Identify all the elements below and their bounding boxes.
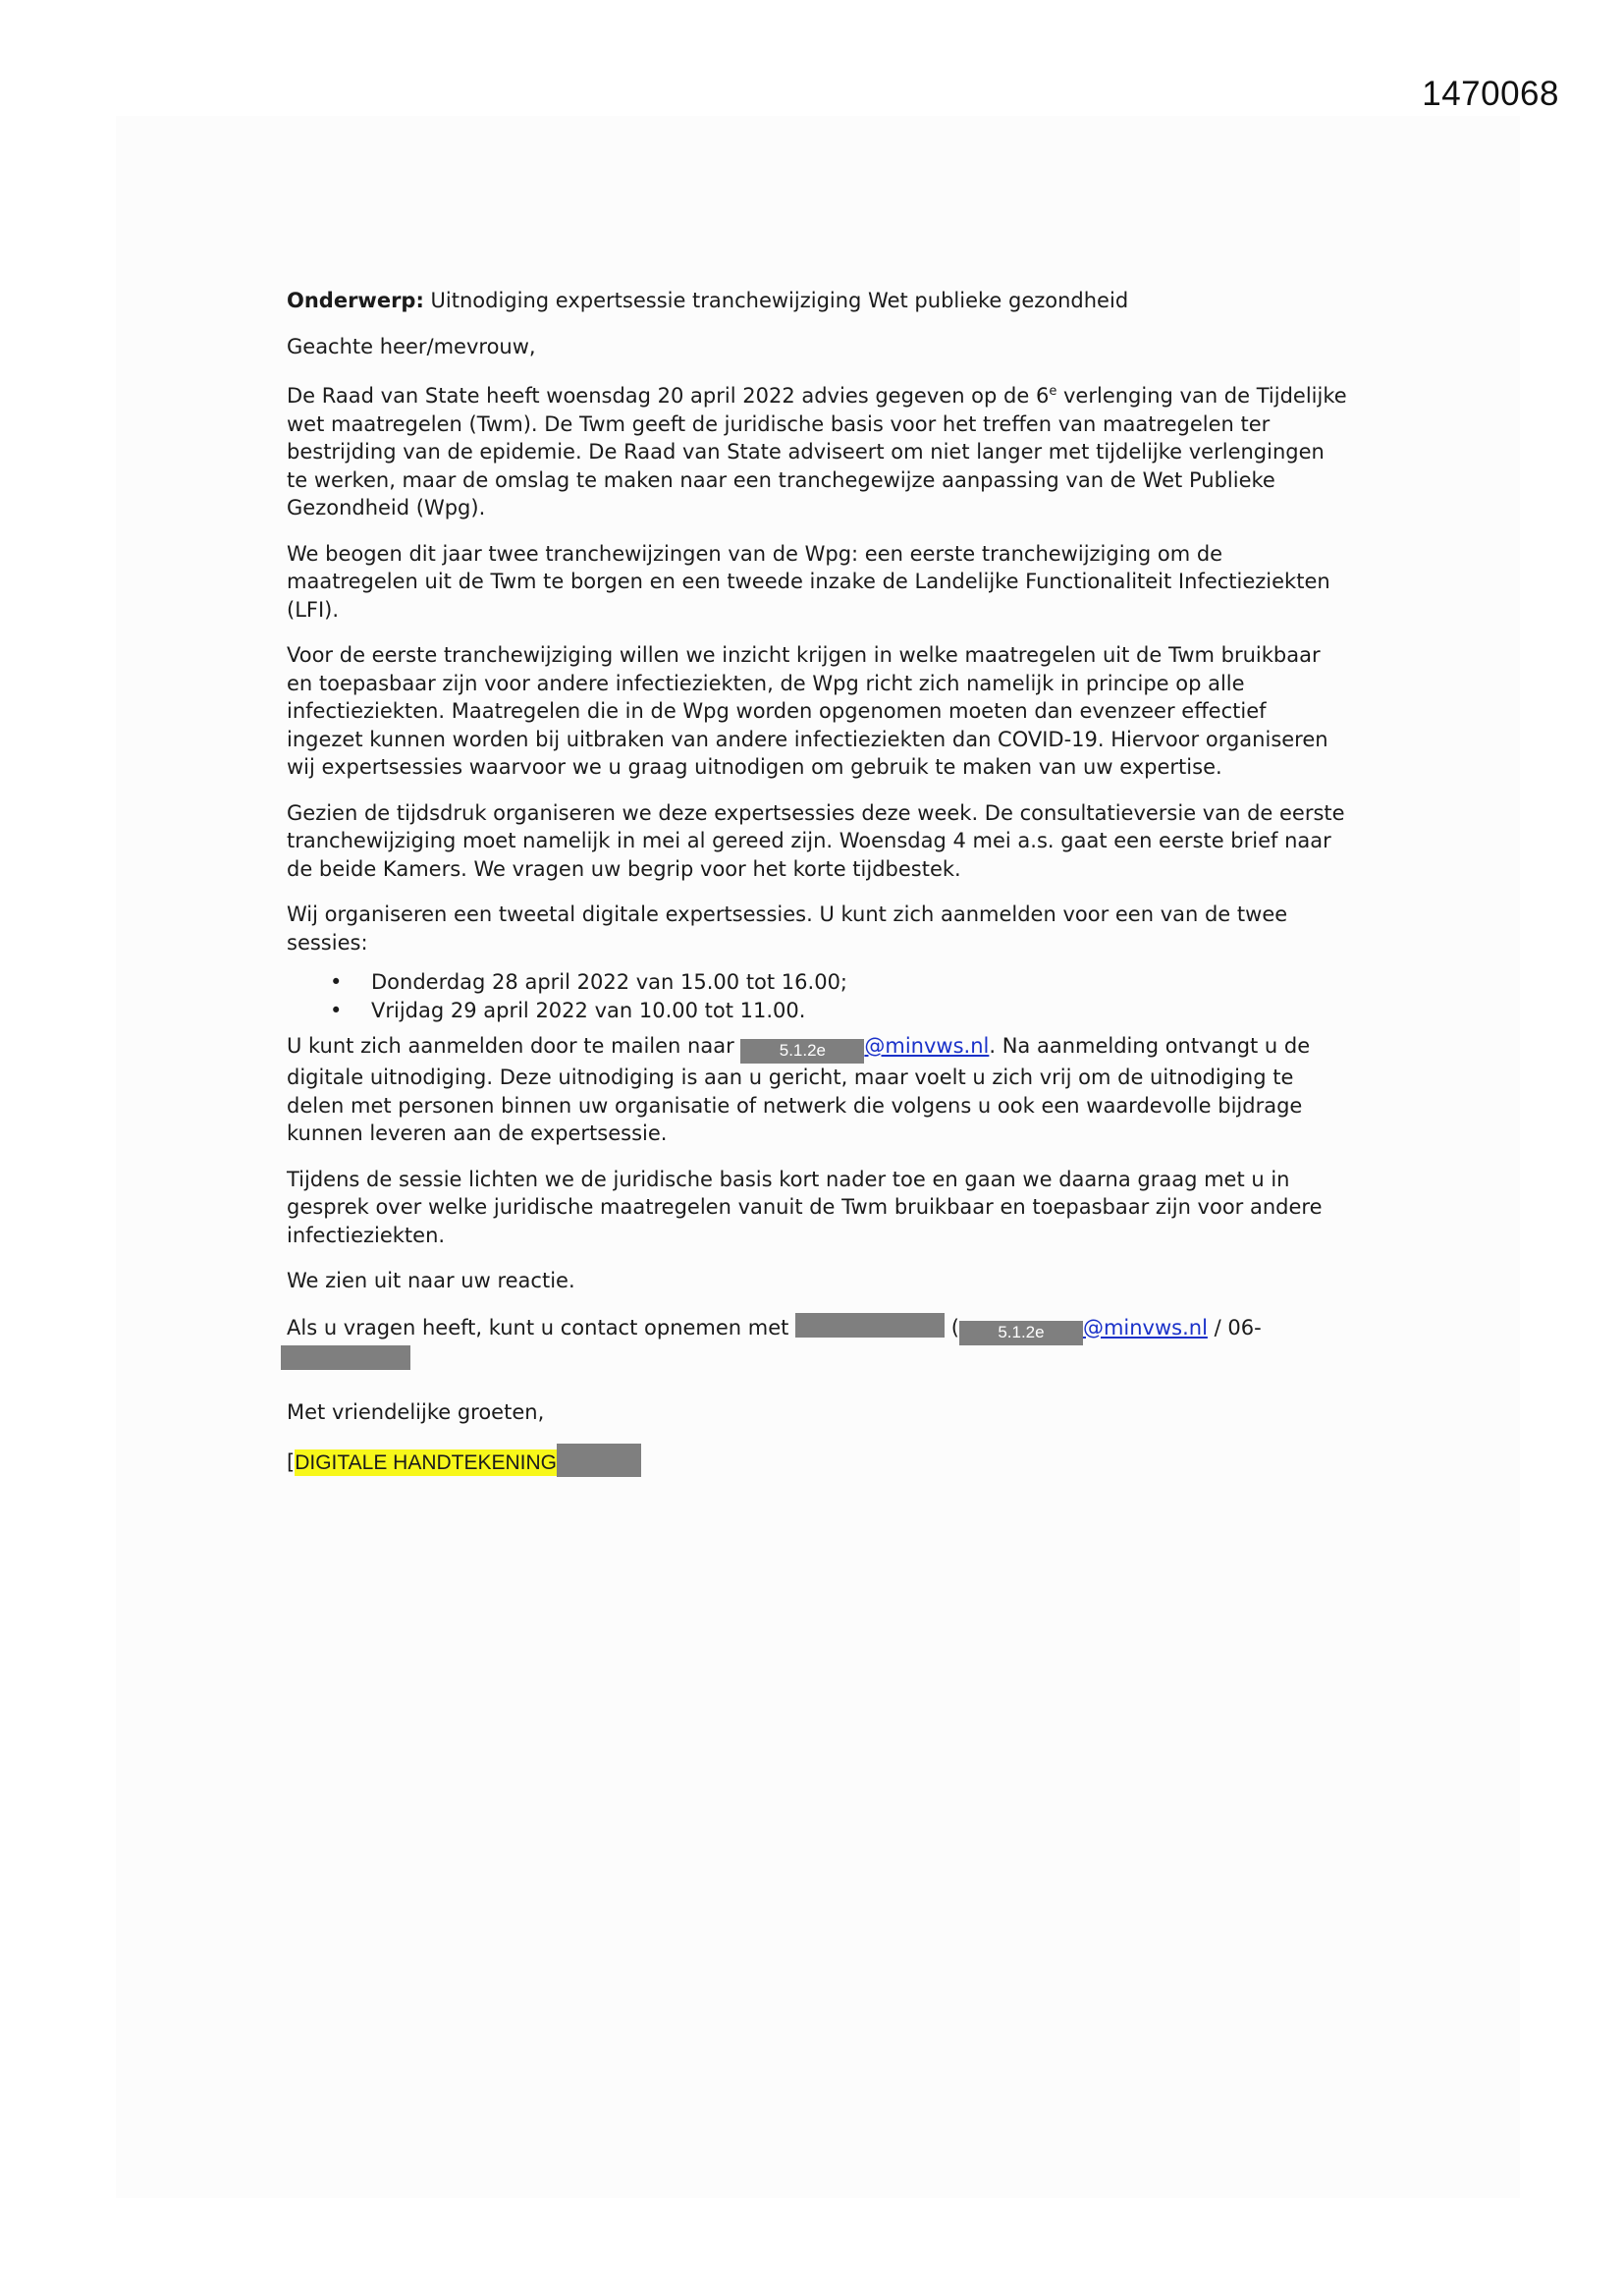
- paragraph-2: We beogen dit jaar twee tranchewijzingen van de Wpg: een eerste tranchewijziging om de maatregelen uit de Twm te borgen en een tweede inzake de Landelijke Functionaliteit Infectieziekten (LFI).: [287, 541, 1330, 622]
- redaction-block: [795, 1313, 945, 1338]
- phone-redaction-row: [287, 1345, 1347, 1373]
- contact-line-part-b: / 06-: [1207, 1315, 1262, 1339]
- letter-body: [287, 287, 1347, 1496]
- subject-text: Uitnodiging expertsessie tranchewijziging Wet publieke gezondheid: [423, 289, 1129, 312]
- redaction-block: [281, 1345, 410, 1370]
- closing: Met vriendelijke groeten,: [287, 1399, 545, 1424]
- paragraph-6-part-b: . Na aanmelding ontvangt u de digitale uitnodiging. Deze uitnodiging is aan u gericht, maar voelt u zich vrij om de uitnodiging te delen met personen binnen uw organisatie of netwerk die volgens u ook een waardevolle bijdrage kunnen leveren aan de expertsessie.: [287, 1034, 1311, 1145]
- subject-line: [287, 287, 1347, 315]
- email-link[interactable]: @minvws.nl: [864, 1034, 990, 1058]
- paragraph-6: [287, 1032, 1347, 1148]
- document-number: 1470068: [1422, 75, 1559, 113]
- redaction-block: 5.1.2e: [959, 1321, 1083, 1345]
- subject-label: Onderwerp:: [287, 289, 424, 312]
- paragraph-5: Wij organiseren een tweetal digitale expertsessies. U kunt zich aanmelden voor een van de twee sessies:: [287, 902, 1288, 955]
- email-link[interactable]: @minvws.nl: [1082, 1315, 1208, 1339]
- paragraph-8: We zien uit naar uw reactie.: [287, 1269, 575, 1292]
- session-list: [287, 968, 1347, 1024]
- paragraph-3: Voor de eerste tranchewijziging willen we inzicht krijgen in welke maatregelen uit de Twm bruikbaar en toepasbaar zijn voor andere infectieziekten, de Wpg richt zich namelijk in principe op alle infectieziekten. Maatregelen die in de Wpg worden opgenomen moeten dan evenzeer effectief ingezet kunnen worden bij uitbraken van andere infectieziekten dan COVID-19. Hiervoor organiseren wij expertsessies waarvoor we u graag uitnodigen om gebruik te maken van uw expertise.: [287, 643, 1328, 779]
- paragraph-7: Tijdens de sessie lichten we de juridische basis kort nader toe en gaan we daarna graag met u in gesprek over welke juridische maatregelen vanuit de Twm bruikbaar en toepasbaar zijn voor andere infectieziekten.: [287, 1167, 1323, 1247]
- paragraph-1-part-b: verlenging van de Tijdelijke wet maatregelen (Twm). De Twm geeft de juridische basis voor het treffen van maatregelen ter bestrijding van de epidemie. De Raad van State adviseert om niet langer met tijdelijke verlengingen te werken, maar de omslag te maken naar een tranchegewijze aanpassing van de Wet Publieke Gezondheid (Wpg).: [287, 384, 1347, 519]
- salutation: Geachte heer/mevrouw,: [287, 334, 536, 358]
- redaction-block: 5.1.2e: [740, 1039, 864, 1064]
- paragraph-1-part-a: De Raad van State heeft woensdag 20 april 2022 advies gegeven op de 6: [287, 384, 1050, 408]
- contact-line: [287, 1313, 1347, 1345]
- paragraph-4: Gezien de tijdsdruk organiseren we deze expertsessies deze week. De consultatieversie van de eerste tranchewijziging moet namelijk in mei al gereed zijn. Woensdag 4 mei a.s. gaat een eerste brief naar de beide Kamers. We vragen uw begrip voor het korte tijdbestek.: [287, 800, 1345, 881]
- signature-placeholder: DIGITALE HANDTEKENING: [295, 1451, 558, 1474]
- session-item: • Vrijdag 29 april 2022 van 10.00 tot 11.00.: [330, 997, 1347, 1025]
- contact-open-paren: (: [945, 1315, 959, 1339]
- signature-line: [287, 1444, 1347, 1478]
- session-item: • Donderdag 28 april 2022 van 15.00 tot 16.00;: [330, 968, 1347, 997]
- paragraph-6-part-a: U kunt zich aanmelden door te mailen naar: [287, 1034, 741, 1058]
- redaction-block: [557, 1444, 641, 1477]
- ordinal-superscript: e: [1049, 384, 1057, 399]
- paragraph-1: [287, 378, 1347, 522]
- signature-open-bracket: [: [287, 1450, 296, 1474]
- contact-line-part-a: Als u vragen heeft, kunt u contact opnemen met: [287, 1315, 796, 1339]
